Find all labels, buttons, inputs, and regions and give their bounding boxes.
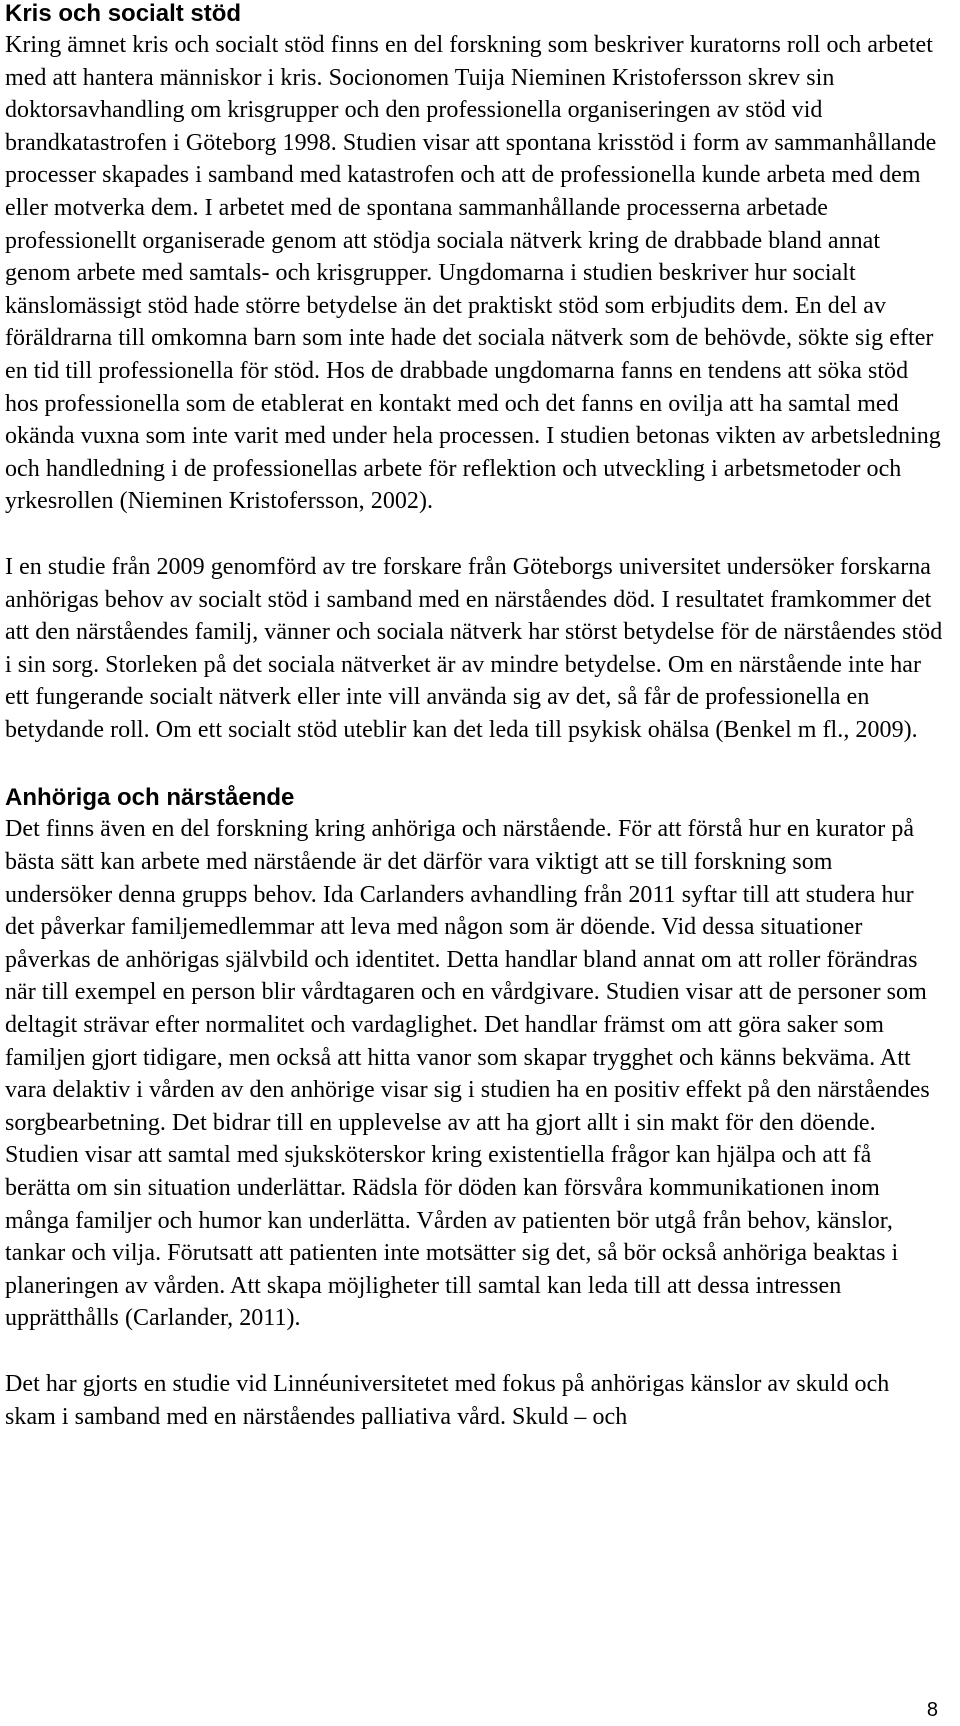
page-content — [5, 0, 943, 1433]
paragraph-kris-2: I en studie från 2009 genomförd av tre forskare från Göteborgs universitet undersöker forskarna anhörigas behov av socialt stöd i samband med en närståendes död. I resultatet framkommer det att den närståendes familj, vänner och sociala nätverk har störst betydelse för de närståendes stöd i sin sorg. Storleken på det sociala nätverket är av mindre betydelse. Om en närstående inte har ett fungerande socialt nätverk eller inte vill använda sig av det, så får de professionella en betydande roll. Om ett socialt stöd uteblir kan det leda till psykisk ohälsa (Benkel m fl., 2009). — [5, 553, 943, 743]
section-heading-anhoriga-och-narstaende: Anhöriga och närstående — [5, 784, 295, 812]
paragraph-anhoriga-2: Det har gjorts en studie vid Linnéuniversitetet med fokus på anhörigas känslor av skuld och skam i samband med en närståendes palliativa vård. Skuld – och — [5, 1370, 890, 1430]
paragraph-kris-1: Kring ämnet kris och socialt stöd finns en del forskning som beskriver kuratorns roll och arbetet med att hantera människor i kris. Socionomen Tuija Nieminen Kristofersson skrev sin doktorsavhandling om krisgrupper och den professionella organiseringen av stöd vid brandkatastrofen i Göteborg 1998. Studien visar att spontana krisstöd i form av sammanhållande processer skapades i samband med katastrofen och att de professionella kunde arbeta med dem eller motverka dem. I arbetet med de spontana sammanhållande processerna arbetade professionellt organiserade genom att stödja sociala nätverk kring de drabbade bland annat genom arbete med samtals- och krisgrupper. Ungdomarna i studien beskriver hur socialt känslomässigt stöd hade större betydelse än det praktiskt stöd som erbjudits dem. En del av föräldrarna till omkomna barn som inte hade det sociala nätverk som de behövde, sökte sig efter en tid till professionella för stöd. Hos de drabbade ungdomarna fanns en tendens att söka stöd hos professionella som de etablerat en kontakt med och det fanns en ovilja att ha samtal med okända vuxna som inte varit med under hela processen. I studien betonas vikten av arbetsledning och handledning i de professionellas arbete för reflektion och utveckling i arbetsmetoder och yrkesrollen (Nieminen Kristofersson, 2002). — [5, 32, 941, 515]
paragraph-anhoriga-1: Det finns även en del forskning kring anhöriga och närstående. För att förstå hur en kurator på bästa sätt kan arbete med närstående är det därför vara viktigt att se till forskning som undersöker denna grupps behov. Ida Carlanders avhandling från 2011 syftar till att studera hur det påverkar familjemedlemmar att leva med någon som är döende. Vid dessa situationer påverkas de anhörigas självbild och identitet. Detta handlar bland annat om att roller förändras när till exempel en person blir vårdtagaren och en vårdgivare. Studien visar att de personer som deltagit strävar efter normalitet och vardaglighet. Det handlar främst om att göra saker som familjen gjort tidigare, men också att hitta vanor som skapar trygghet och känns bekväma. Att vara delaktiv i vården av den anhörige visar sig i studien ha en positiv effekt på den närståendes sorgbearbetning. Det bidrar till en upplevelse av att ha gjort allt i sin makt för den döende. Studien visar att samtal med sjuksköterskor kring existentiella frågor kan hjälpa och att få berätta om sin situation underlättar. Rädsla för döden kan försvåra kommunikationen inom många familjer och humor kan underlätta. Vården av patienten bör utgå från behov, känslor, tankar och vilja. Förutsatt att patienten inte motsätter sig det, så bör också anhöriga beaktas i planeringen av vården. Att skapa möjligheter till samtal kan leda till att dessa intressen upprätthålls (Carlander, 2011). — [5, 816, 930, 1332]
section-heading-kris-och-socialt-stod: Kris och socialt stöd — [5, 0, 242, 27]
page-number: 8 — [926, 1699, 938, 1721]
